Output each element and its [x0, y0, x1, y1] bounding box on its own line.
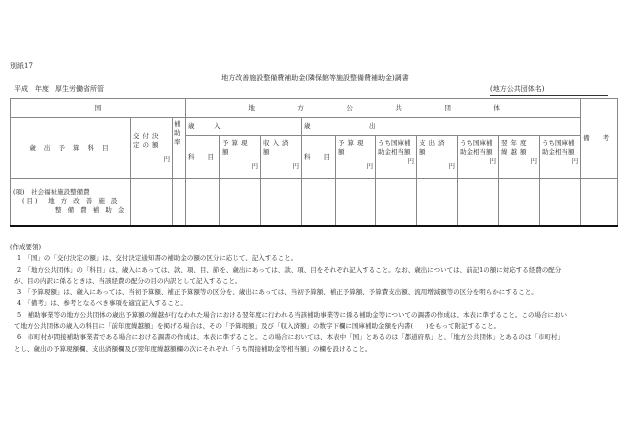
spent-amount-cell[interactable]: [417, 179, 458, 226]
document-title: 地方改善施設整備費補助金(隣保館等施設整備費補助金)調書: [221, 74, 409, 82]
header-spent-amount: 支出済額 円: [417, 136, 458, 179]
header-carryover-amount: 翌年度繰越額 円: [499, 136, 540, 179]
carryover-national-share-cell[interactable]: [540, 179, 581, 226]
instruction-item: 4 「備考」は、参考となるべき事項を適宜記入すること。: [17, 299, 187, 308]
received-amount-cell[interactable]: [261, 179, 302, 226]
instructions: [10, 242, 625, 355]
subsidy-rate-cell[interactable]: [173, 179, 186, 226]
header-revenue-budget: 予算現額 円: [220, 136, 261, 179]
spent-national-share-cell[interactable]: [458, 179, 499, 226]
remarks-cell[interactable]: [581, 179, 618, 226]
header-expenditure-item: 科 目: [302, 136, 336, 179]
expenditure-budget-cell[interactable]: [336, 179, 376, 226]
instructions-heading: (作成要領): [10, 243, 42, 251]
revenue-item-cell[interactable]: [186, 179, 220, 226]
header-national: 国: [11, 99, 186, 118]
header-spent-national-share: うち国庫補助金相当額 円: [458, 136, 499, 179]
instruction-item: 1 「国」の「交付決定の額」は、交付決定通知書の補助金の額の区分に応じて、記入すること。: [17, 254, 298, 263]
header-grant-decision-amount: 交付決定の額 円: [131, 118, 173, 179]
instruction-item: 5 補助事業等の地方公共団体の歳出予算額の繰越が行なわれた場合における翌年度に行われる当該補助事業等に係る補助金等についての調書の作成は、本表に準ずること。この場合におい: [17, 310, 568, 319]
carryover-amount-cell[interactable]: [499, 179, 540, 226]
header-expenditure-budget-item: 歳 出 予 算 科 目: [11, 118, 131, 179]
header-revenue-item: 科 目: [186, 136, 220, 179]
budget-item-subsection-cont: 整 備 費 補 助 金: [55, 206, 127, 215]
header-revenue: 歳 入: [186, 118, 302, 136]
instruction-item: 6 市町村が間接補助事業者である場合における調書の作成は、本表に準ずること。この場合においては、本表中「国」とあるのは「都道府県」と、「地方公共団体」とあるのは「市町村」: [17, 333, 564, 342]
budget-item-section: (項) 社会福祉施設整備費: [13, 188, 90, 197]
form-id: 別紙17: [10, 62, 33, 70]
header-received-amount: 収入済額 円: [261, 136, 302, 179]
instruction-item: とし、歳出の予算現額欄、支出済額欄及び翌年度繰越額欄の次にそれぞれ「うち間接補助金等相当額」の欄を設けること。: [14, 344, 372, 353]
header-carryover-national-share: うち国庫補助金相当額 円: [540, 136, 581, 179]
instruction-item: が、目の内訳に係るときは、当該経費の配分の目の内訳として記入すること。: [14, 276, 242, 285]
budget-national-share-cell[interactable]: [376, 179, 417, 226]
instruction-item: 3 「予算現額」は、歳入にあっては、当初予算額、補正予算額等の区分を、歳出にあっては、当初予算額、補正予算額、予算費支出額、流用増減額等の区分を明らかにすること。: [17, 288, 538, 297]
entity-name-field: (地方公共団体名): [490, 84, 608, 96]
header-local-government: 地 方 公 共 団 体: [186, 99, 581, 118]
survey-table: [10, 98, 618, 227]
budget-item-subsection: (目) 地 方 改 善 施 設: [22, 197, 120, 206]
budget-item-cell: [11, 179, 131, 226]
header-budget-national-share: うち国庫補助金相当額 円: [376, 136, 417, 179]
expenditure-item-cell[interactable]: [302, 179, 336, 226]
header-subsidy-rate: 補助率: [173, 118, 186, 179]
ministry: 厚生労働省所管: [55, 85, 104, 93]
instruction-item: 2 「地方公共団体」の「科目」は、歳入にあっては、款、項、目、節を、歳出にあっては、款、項、目をそれぞれ記入すること。なお、歳出については、前記1の額に対応する経費の配分: [17, 265, 562, 274]
revenue-budget-cell[interactable]: [220, 179, 261, 226]
grant-decision-cell[interactable]: [131, 179, 173, 226]
header-remarks: 備 考: [581, 99, 618, 179]
header-expenditure-budget: 予算現額 円: [336, 136, 376, 179]
header-expenditure: 歳 出: [302, 118, 581, 136]
instruction-item: て地方公共団体の歳入の科目に「前年度繰越額」を掲げる場合は、その「予算現額」及び「収入済額」の数字下欄に国庫補助金額を内書( )をもって附記すること。: [14, 322, 501, 331]
table-row: [11, 179, 618, 226]
fiscal-year: 平成 年度: [14, 85, 49, 93]
